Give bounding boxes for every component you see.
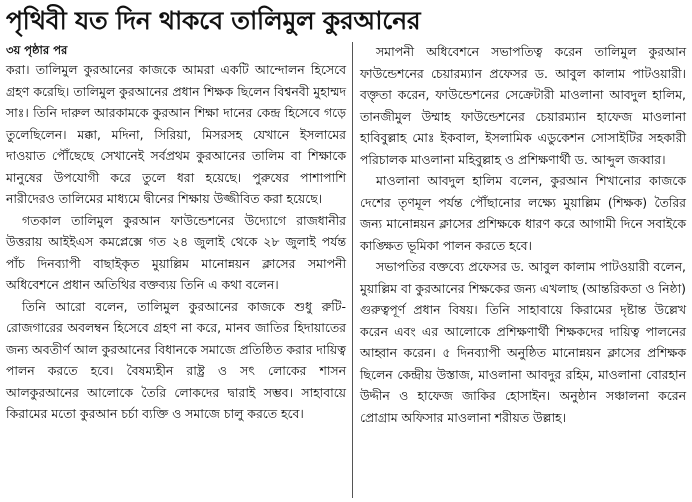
continued-from-label: ৩য় পৃষ্ঠার পর [6,43,68,57]
column-divider [352,42,353,498]
paragraph: সমাপনী অধিবেশনে সভাপতিত্ব করেন তালিমুল কুরআন ফাউন্ডেশনের চেয়ারম্যান প্রফেসর ড. আবুল কালাম পাটওয়ারী। বক্তৃতা করেন, ফাউন্ডেশনের সেক্রেটারী মাওলানা আবদুল হালিম, তানজীমুল উম্মাহ ফাউন্ডেশনের চেয়ারম্যান হাফেজ মাওলানা হাবিবুল্লাহ মোঃ ইকবাল, ইসলামিক এডুকেশন সোসাইটির সহকারী পরিচালক মাওলানা মহিবুল্লাহ ও প্রশিক্ষণার্থী ড. আব্দুল জব্বার। [360,44,686,167]
right-column [360,41,686,428]
paragraph: গতকাল তালিমুল কুরআন ফাউন্ডেশনের উদ্যোগে রাজধানীর উত্তরায় আইইএস কমপ্লেক্সে গত ২৪ জুলাই থেকে ২৮ জুলাই পর্যন্ত পাঁচ দিনব্যাপী বাছাইকৃত মুয়াল্লিম মানোন্নয়ন ক্লাসের সমাপনী অধিবেশনে প্রধান অতিথির বক্তব্যয় তিনি এ কথা বলেন। [6,212,346,292]
paragraph: তিনি আরো বলেন, তালিমুল কুরআনের কাজকে শুধু রুটি-রোজগারের অবলম্বন হিসেবে গ্রহণ না করে, মানব জাতির হিদায়াতের জন্য অবতীর্ণ আল কুরআনের বিধানকে সমাজে প্রতিষ্ঠিত করার দায়িত্ব পালন করতে হবে। বৈষম্যহীন রাষ্ট্র ও সৎ লোকের শাসন আলকুরআনের আলোকে তৈরি লোকদের দ্বারাই সম্ভব। সাহাবায়ে কিরামের মতো কুরআন চর্চা ব্যক্তি ও সমাজে চালু করতে হবে। [6,298,346,421]
paragraph: মাওলানা আবদুল হালিম বলেন, কুরআন শিখানোর কাজকে দেশের তৃণমূল পর্যন্ত পৌঁছানোর লক্ষ্যে মুয়াল্লিম (শিক্ষক) তৈরির জন্য মানোন্নয়ন ক্লাসের প্রশিক্ষকে ধারণ করে আগামী দিনে সবাইকে কাঙ্ক্ষিত ভূমিকা পালন করতে হবে। [360,173,686,253]
paragraph: সভাপতির বক্তব্যে প্রফেসর ড. আবুল কালাম পাটওয়ারী বলেন, মুয়াল্লিম বা কুরআনের শিক্ষকের জন্য এখলাছ (আন্তরিকতা ও নিষ্ঠা) গুরুত্বপূর্ণ প্রধান বিষয়। তিনি সাহাবায়ে কিরামের দৃষ্টান্ত উল্লেখ করেন এবং এর আলোকে প্রশিক্ষণার্থী শিক্ষকদের দায়িত্ব পালনের আহ্বান করেন। ৫ দিনব্যাপী অনুষ্ঠিত মানোন্নয়ন ক্লাসের প্রশিক্ষক ছিলেন কেন্দ্রীয় উস্তাজ, মাওলানা আবদুর রহিম, মাওলানা বোরহান উদ্দীন ও হাফেজ জাকির হোসাইন। অনুষ্ঠান সঞ্চালনা করেন প্রোগ্রাম অফিসার মাওলানা শরীয়ত উল্লাহ। [360,259,686,425]
headline: পৃথিবী যত দিন থাকবে তালিমুল কুরআনের [6,6,421,35]
left-column [6,41,346,425]
paragraph: করা। তালিমুল কুরআনের কাজকে আমরা একটি আন্দোলন হিসেবে গ্রহণ করেছি। তালিমুল কুরআনের প্রধান শিক্ষক ছিলেন বিশ্বনবী মুহাম্মদ সাঃ। তিনি দারুল আরকামকে কুরআন শিক্ষা দানের কেন্দ্র হিসেবে গড়ে তুলেছিলেন। মক্কা, মদিনা, সিরিয়া, মিসরসহ যেখানে ইসলামের দাওয়াত পৌঁছেছে সেখানেই সর্বপ্রথম কুরআনের তালিম বা শিক্ষাকে মানুষের উপযোগী করে তুলে ধরা হয়েছে। পুরুষের পাশাপাশি নারীদেরও তালিমের মাধ্যমে দ্বীনের শিক্ষায় উজ্জীবিত করা হয়েছে। [6,62,346,206]
